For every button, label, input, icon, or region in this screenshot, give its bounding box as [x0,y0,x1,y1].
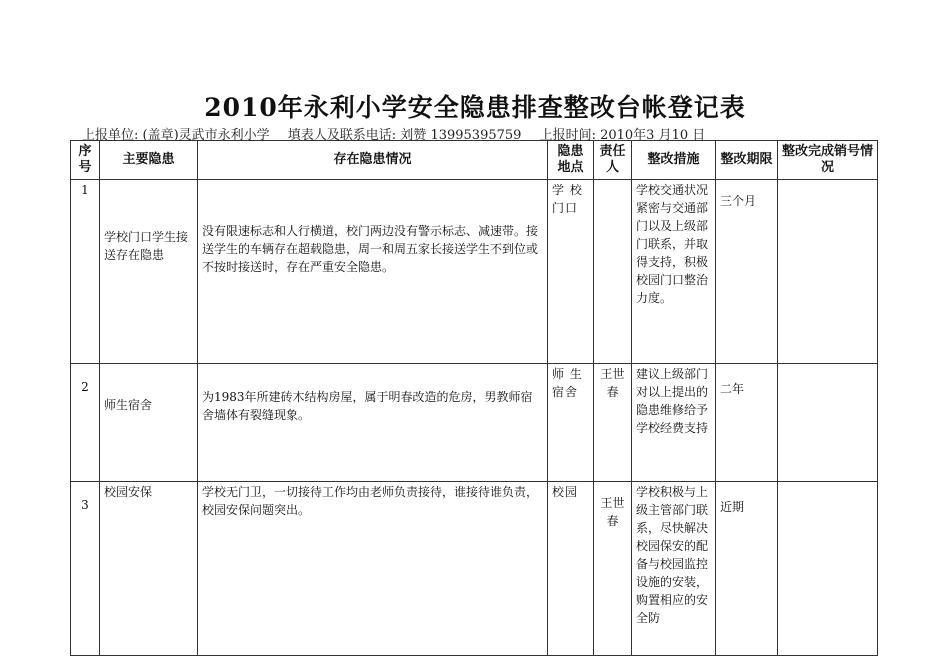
col-header-completion: 整改完成销号情况 [778,141,878,180]
col-header-person: 责任人 [594,141,632,180]
row-situation: 学校无门卫，一切接待工作均由老师负责接待，谁接待谁负责，校园安保问题突出。 [198,482,548,656]
hazard-ledger-table [70,140,878,656]
row-person: 王世春 [594,482,632,656]
row-situation: 为1983年所建砖木结构房屋，属于明春改造的危房，男教师宿舍墙体有裂缝现象。 [198,364,548,482]
row-completion [778,364,878,482]
row-period: 二年 [716,364,778,482]
col-header-location: 隐患地点 [548,141,594,180]
table-row [71,482,878,656]
col-header-period: 整改期限 [716,141,778,180]
row-person: 王世春 [594,364,632,482]
col-header-seq: 序号 [71,141,100,180]
col-header-situation: 存在隐患情况 [198,141,548,180]
table-row [71,364,878,482]
row-measures: 学校交通状况紧密与交通部门以及上级部门联系，并取得支持，积极校园门口整治力度。 [632,180,716,364]
page-title: 2010年永利小学安全隐患排查整改台帐登记表 [204,93,746,122]
row-hazard: 校园安保 [100,482,198,656]
report-unit: 上报单位: (盖章)灵武市永利小学 [82,128,270,143]
row-location: 师 生宿舍 [548,364,594,482]
row-completion [778,180,878,364]
row-completion [778,482,878,656]
row-period: 三个月 [716,180,778,364]
row-hazard: 学校门口学生接送存在隐患 [100,180,198,364]
row-hazard: 师生宿舍 [100,364,198,482]
table-header-row [71,141,878,180]
row-situation: 没有限速标志和人行横道，校门两边没有警示标志、减速带。接送学生的车辆存在超载隐患，周一和周五家长接送学生不到位或不按时接送时，存在严重安全隐患。 [198,180,548,364]
row-seq: 3 [71,482,100,656]
col-header-measures: 整改措施 [632,141,716,180]
report-contact: 填表人及联系电话: 刘赞 13995395759 [287,128,522,143]
row-seq: 2 [71,364,100,482]
row-person [594,180,632,364]
report-date: 上报时间: 2010年3 月10 日 [539,128,706,143]
row-location: 校园 [548,482,594,656]
row-location: 学 校门口 [548,180,594,364]
row-measures: 建议上级部门对以上提出的隐患维修给予学校经费支持 [632,364,716,482]
row-period: 近期 [716,482,778,656]
row-measures: 学校积极与上级主管部门联系，尽快解决校园保安的配备与校园监控设施的安装，购置相应的安全防 [632,482,716,656]
row-seq: 1 [71,180,100,364]
table-row [71,180,878,364]
col-header-hazard: 主要隐患 [100,141,198,180]
